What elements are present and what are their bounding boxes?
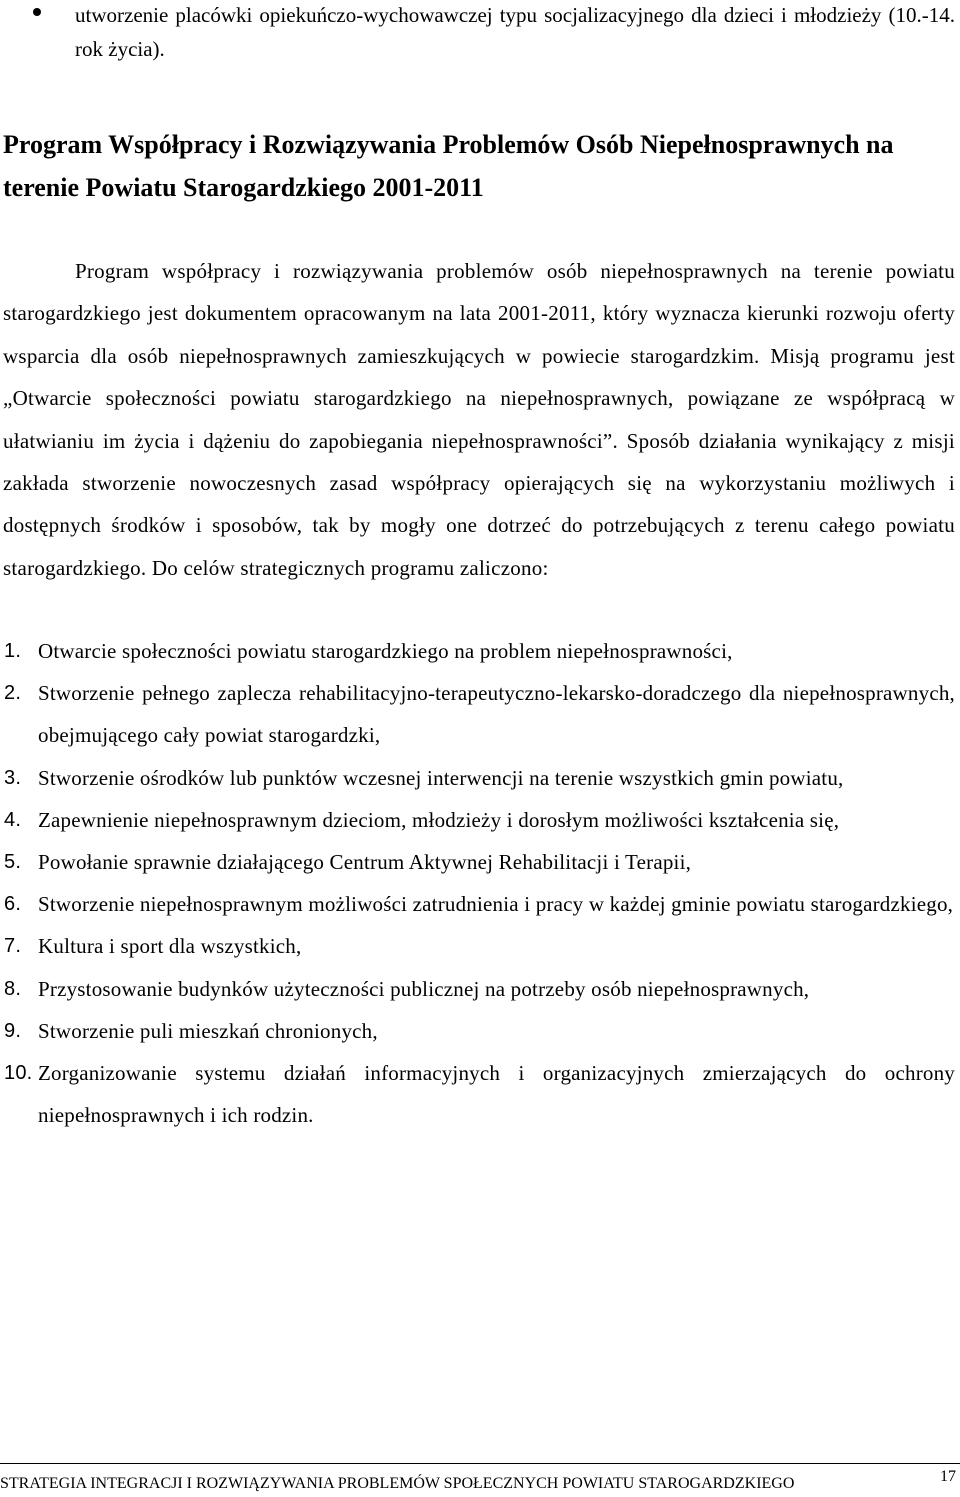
- list-item-text: Kultura i sport dla wszystkich,: [38, 934, 302, 959]
- list-item-number: 1.: [4, 640, 22, 662]
- list-item-text: Stworzenie niepełnosprawnym możliwości zatrudnienia i pracy w każdej gminie powiatu starogardzkiego,: [38, 892, 954, 917]
- list-item-text: Przystosowanie budynków użyteczności publicznej na potrzeby osób niepełnosprawnych,: [38, 976, 810, 1001]
- list-item-text: Stworzenie pełnego zaplecza rehabilitacyjno-terapeutyczno-lekarsko-doradczego dla niepełnosprawnych, obejmującego cały powiat starogardzki,: [38, 681, 955, 748]
- list-item-number: 5.: [4, 851, 22, 874]
- body-paragraph: [3, 250, 955, 589]
- list-item-text: Zapewnienie niepełnosprawnym dzieciom, młodzieży i dorosłym możliwości kształcenia się,: [38, 807, 840, 832]
- list-item: [0, 968, 955, 1010]
- page-number: 17: [940, 1468, 956, 1485]
- list-item: [0, 757, 955, 799]
- bullet-icon: [33, 8, 41, 16]
- list-item-number: 9.: [4, 1019, 22, 1042]
- list-item: [0, 630, 955, 672]
- bullet-text: utworzenie placówki opiekuńczo-wychowawczej typu socjalizacyjnego dla dzieci i młodzieży (10.-14. rok życia).: [75, 3, 955, 61]
- list-item-text: Stworzenie puli mieszkań chronionych,: [38, 1018, 378, 1043]
- list-item-number: 10.: [4, 1062, 33, 1085]
- list-item: [0, 672, 955, 756]
- strategic-goals-list: [0, 630, 960, 1136]
- list-item: [0, 1010, 955, 1052]
- list-item-number: 2.: [4, 682, 22, 705]
- section-heading: Program Współpracy i Rozwiązywania Problemów Osób Niepełnosprawnych na terenie Powiatu Starogardzkiego 2001-2011: [3, 130, 894, 202]
- list-item: [0, 799, 955, 841]
- list-item-number: 3.: [4, 766, 22, 789]
- footer-divider: [0, 1463, 960, 1464]
- list-item: [0, 1052, 955, 1136]
- list-item: [0, 925, 955, 967]
- list-item: [0, 883, 955, 925]
- footer-title: STRATEGIA INTEGRACJI I ROZWIĄZYWANIA PROBLEMÓW SPOŁECZNYCH POWIATU STAROGARDZKIEGO: [0, 1475, 795, 1492]
- list-item-text: Zorganizowanie systemu działań informacyjnych i organizacyjnych zmierzających do ochrony niepełnosprawnych i ich rodzin.: [38, 1061, 955, 1128]
- list-item-text: Stworzenie ośrodków lub punktów wczesnej interwencji na terenie wszystkich gmin powiatu,: [38, 765, 844, 790]
- list-item-text: Powołanie sprawnie działającego Centrum Aktywnej Rehabilitacji i Terapii,: [38, 850, 692, 875]
- list-item: [0, 841, 955, 883]
- list-item-number: 8.: [4, 977, 22, 1000]
- list-item-text: Otwarcie społeczności powiatu starogardzkiego na problem niepełnosprawności,: [38, 639, 733, 663]
- list-item-number: 4.: [4, 808, 22, 831]
- list-item-number: 7.: [4, 935, 22, 958]
- paragraph-text: Program współpracy i rozwiązywania problemów osób niepełnosprawnych na terenie powiatu starogardzkiego jest dokumentem opracowanym na lata 2001-2011, który wyznacza kierunki rozwoju oferty wsparcia dla osób niepełnosprawnych zamieszkujących w powiecie starogardzkim. Misją programu jest „Otwarcie społeczności powiatu starogardzkiego na niepełnosprawnych, powiązane ze współpracą w ułatwianiu im życia i dążeniu do zapobiegania niepełnosprawności”. Sposób działania wynikający z misji zakłada stworzenie nowoczesnych zasad współpracy opierających się na wykorzystaniu możliwych i dostępnych środków i sposobów, tak by mogły one dotrzeć do potrzebujących z terenu całego powiatu starogardzkiego. Do celów strategicznych programu zaliczono:: [3, 259, 955, 580]
- list-item-number: 6.: [4, 893, 22, 916]
